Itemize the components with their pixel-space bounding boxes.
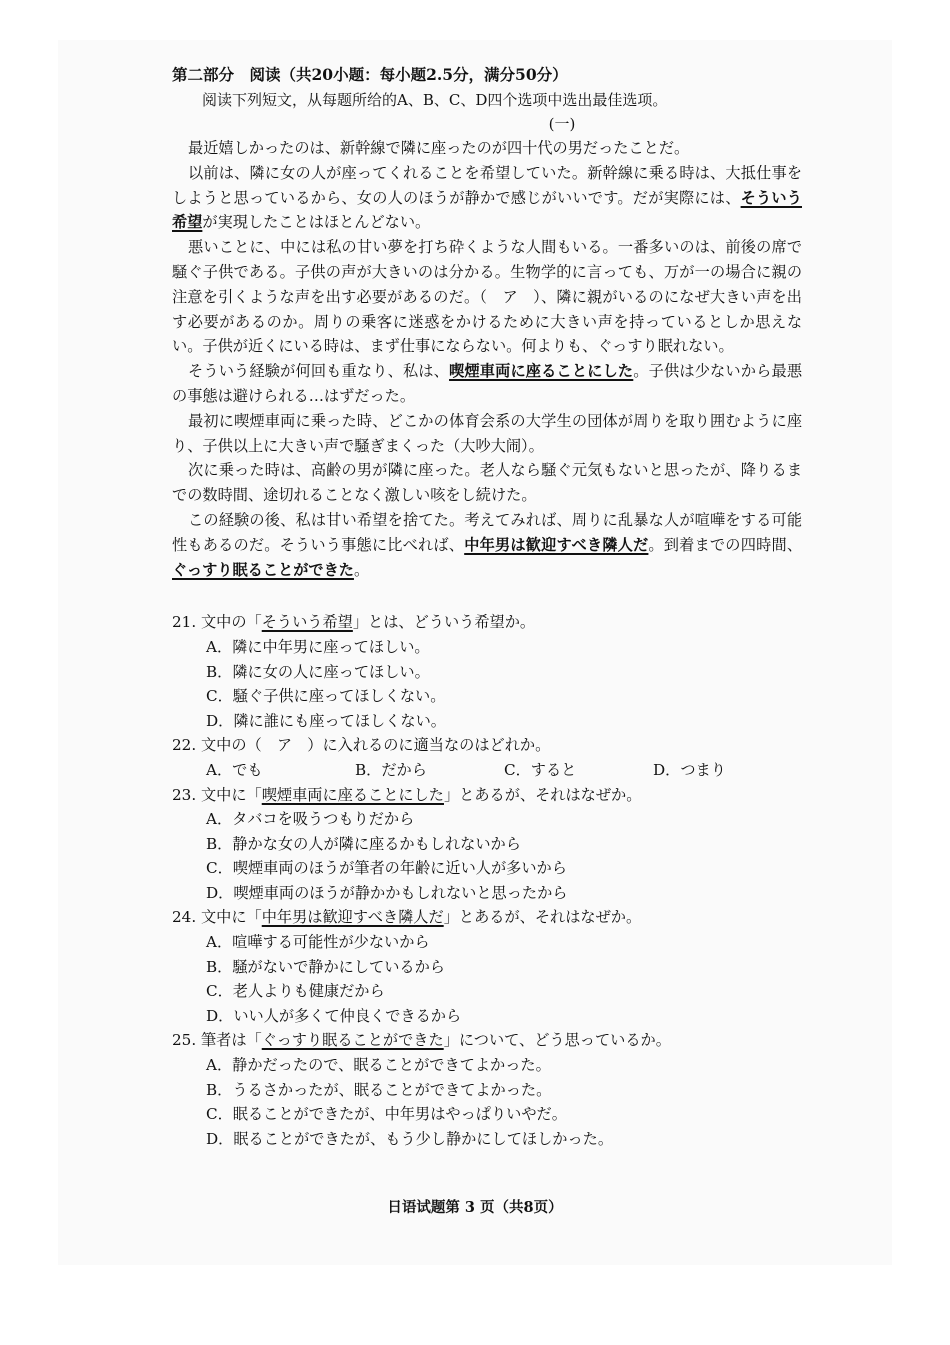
question-25-option-b[interactable]: B．うるさかったが、眠ることができてよかった。 xyxy=(206,1080,552,1099)
reading-section xyxy=(172,62,802,1151)
underlined-phrase-smoking-car: 喫煙車両に座ることにした xyxy=(449,362,634,381)
question-24-option-d[interactable]: D．いい人が多くて仲良くできるから xyxy=(206,1006,462,1025)
question-21-option-c[interactable]: C．騒ぐ子供に座ってほしくない。 xyxy=(206,687,446,706)
passage-paragraph-5: 最初に喫煙車両に乗った時、どこかの体育会系の大学生の団体が周りを取り囲むように座り、子供以上に大きい声で騒ぎまくった（大吵大闹）。 xyxy=(172,411,802,455)
question-22-option-d[interactable]: D．つまり xyxy=(653,760,726,779)
underlined-phrase-welcome-neighbor: 中年男は歓迎すべき隣人だ xyxy=(464,535,649,554)
question-list xyxy=(172,610,802,1151)
section-title: 第二部分 阅读（共20小题：每小题2.5分，满分50分） xyxy=(172,65,568,84)
question-23-option-b[interactable]: B．静かな女の人が隣に座るかもしれないから xyxy=(206,834,521,853)
question-25-option-d[interactable]: D．眠ることができたが、もう少し静かにしてほしかった。 xyxy=(206,1129,614,1148)
underlined-phrase-hope: そういう希望 xyxy=(172,188,802,232)
passage-paragraph-7: この経験の後、私は甘い希望を捨てた。考えてみれば、周りに乱暴な人が喧嘩をする可能性もあるのだ。そういう事態に比べれば、中年男は歓迎すべき隣人だ。到着までの四時間、ぐっすり眠ることができた。 xyxy=(172,510,803,579)
question-24-option-a[interactable]: A．喧嘩する可能性が少ないから xyxy=(206,933,430,952)
question-24-option-b[interactable]: B．騒がないで静かにしているから xyxy=(206,957,445,976)
section-instruction: 阅读下列短文，从每题所给的A、B、C、D四个选项中选出最佳选项。 xyxy=(202,91,668,109)
passage-paragraph-3: 悪いことに、中には私の甘い夢を打ち砕くような人間もいる。一番多いのは、前後の席で騒ぐ子供である。子供の声が大きいのは分かる。生物学的に言っても、万が一の場合に親の注意を引くような声を出す必要があるのだ。（ ア ）、隣に親がいるのになぜ大きい声を出す必要があるのか。周りの乗客に迷惑をかけるために大きい声を持っているとしか思えない。子供が近くにいる時は、まず仕事にならない。何よりも、ぐっすり眠れない。 xyxy=(172,238,803,356)
question-24: 24. 文中に「中年男は歓迎すべき隣人だ」とあるが、それはなぜか。 xyxy=(172,908,642,927)
question-23-option-a[interactable]: A．タバコを吸うつもりだから xyxy=(206,810,415,829)
question-25-option-a[interactable]: A．静かだったので、眠ることができてよかった。 xyxy=(206,1056,551,1075)
passage xyxy=(172,136,802,582)
question-22-option-b[interactable]: B．だから xyxy=(355,760,427,779)
question-23: 23. 文中に「喫煙車両に座ることにした」とあるが、それはなぜか。 xyxy=(172,785,642,804)
question-22-option-c[interactable]: C．すると xyxy=(504,760,577,779)
underlined-phrase-slept-well: ぐっすり眠ることができた xyxy=(172,560,354,579)
passage-paragraph-2: 以前は、隣に女の人が座ってくれることを希望していた。新幹線に乗る時は、大抵仕事をしようと思っているから、女の人のほうが静かで感じがいいです。だが実際には、そういう希望が実現したことはほとんどない。 xyxy=(172,163,802,232)
question-25: 25. 筆者は「ぐっすり眠ることができた」について、どう思っているか。 xyxy=(172,1031,671,1050)
question-23-option-c[interactable]: C．喫煙車両のほうが筆者の年齢に近い人が多いから xyxy=(206,859,567,878)
question-21-option-a[interactable]: A．隣に中年男に座ってほしい。 xyxy=(206,637,430,656)
question-22: 22. 文中の（ ア ）に入れるのに適当なのはどれか。 xyxy=(172,736,551,755)
passage-paragraph-4: そういう経験が何回も重なり、私は、喫煙車両に座ることにした。子供は少ないから最悪の事態は避けられる…はずだった。 xyxy=(172,362,803,405)
question-21: 21. 文中の「そういう希望」とは、どういう希望か。 xyxy=(172,613,536,632)
question-21-option-b[interactable]: B．隣に女の人に座ってほしい。 xyxy=(206,662,430,681)
page-footer: 日语试题第 3 页（共8页） xyxy=(387,1199,563,1216)
question-25-option-c[interactable]: C．眠ることができたが、中年男はやっぱりいやだ。 xyxy=(206,1105,567,1124)
question-24-option-c[interactable]: C．老人よりも健康だから xyxy=(206,982,385,1001)
question-23-option-d[interactable]: D．喫煙車両のほうが静かかもしれないと思ったから xyxy=(206,883,568,902)
question-22-option-a[interactable]: A．でも xyxy=(206,760,263,779)
passage-paragraph-6: 次に乗った時は、高齢の男が隣に座った。老人なら騒ぐ元気もないと思ったが、降りるまでの数時間、途切れることなく激しい咳をし続けた。 xyxy=(172,461,802,505)
question-22-options xyxy=(172,758,802,783)
question-21-option-d[interactable]: D．隣に誰にも座ってほしくない。 xyxy=(206,711,446,730)
passage-number: (一) xyxy=(548,115,576,133)
passage-paragraph-1: 最近嬉しかったのは、新幹線で隣に座ったのが四十代の男だったことだ。 xyxy=(188,139,690,157)
